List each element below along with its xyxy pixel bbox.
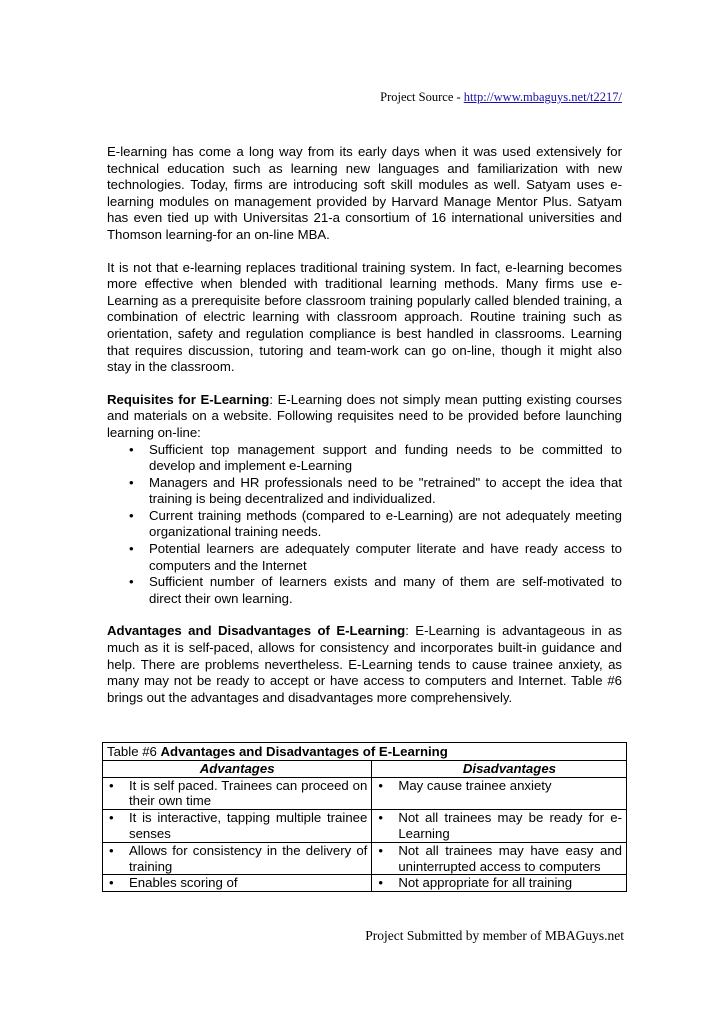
list-item <box>107 475 622 508</box>
table-caption <box>103 743 627 761</box>
advantages-table <box>102 742 627 892</box>
advantages-text: : E-Learning is advantageous in as much as it is self-paced, allows for consistency and incorporates built-in guidance and help. There are problems nevertheless. E-Learning tends to cause trainee anxiety, as many may not be ready to accept or have access to computers and Internet. Table #6 brings out the advantages and disadvantages more comprehensively. <box>107 623 622 705</box>
cell-text: May cause trainee anxiety <box>398 777 552 793</box>
requisites-heading: Requisites for E-Learning <box>107 391 270 407</box>
list-item <box>107 541 622 574</box>
bullet-icon: • <box>378 810 383 826</box>
requisites-intro: : E-Learning does not simply mean putting existing courses and materials on a website. Following requisites need to be provided before launching learning on-line: <box>107 391 622 440</box>
cell-text: It is self paced. Trainees can proceed on their own time <box>129 777 368 809</box>
advantage-cell <box>103 875 372 892</box>
requisites-paragraph <box>107 392 622 442</box>
bullet-icon: • <box>109 810 114 826</box>
bullet-icon: • <box>129 474 134 490</box>
project-source-link[interactable]: http://www.mbaguys.net/t2217/ <box>463 90 622 104</box>
cell-text: Not all trainees may have easy and uninterrupted access to computers <box>398 842 622 874</box>
list-item <box>107 574 622 607</box>
disadvantage-cell <box>372 875 627 892</box>
bullet-icon: • <box>378 842 383 858</box>
project-source-label: Project Source - <box>380 90 464 104</box>
list-item-text: Managers and HR professionals need to be "retrained" to accept the idea that training is being decentralized and individualized. <box>149 474 622 507</box>
cell-text: Allows for consistency in the delivery of training <box>129 842 368 874</box>
list-item-text: Current training methods (compared to e-Learning) are not adequately meeting organizational training needs. <box>149 507 622 540</box>
bullet-icon: • <box>109 842 114 858</box>
table-row <box>103 777 627 810</box>
cell-text: Not appropriate for all training <box>398 875 573 891</box>
table-caption-prefix: Table #6 <box>107 744 161 759</box>
bullet-icon: • <box>109 777 114 793</box>
bullet-icon: • <box>378 875 383 891</box>
bullet-icon: • <box>129 574 134 590</box>
list-item <box>107 442 622 475</box>
table-caption-row <box>103 743 627 761</box>
advantages-heading: Advantages and Disadvantages of E-Learning <box>107 623 406 639</box>
table-caption-title: Advantages and Disadvantages of E-Learning <box>160 744 448 759</box>
advantage-cell <box>103 777 372 810</box>
list-item <box>107 508 622 541</box>
table-row <box>103 810 627 843</box>
column-header-disadvantages: Disadvantages <box>372 760 627 777</box>
advantages-paragraph <box>107 623 622 706</box>
bullet-icon: • <box>378 777 383 793</box>
disadvantage-cell <box>372 810 627 843</box>
list-item-text: Potential learners are adequately computer literate and have ready access to computers and the Internet <box>149 541 622 573</box>
table-header-row <box>103 760 627 777</box>
requisites-list <box>107 442 622 608</box>
paragraph-1: E-learning has come a long way from its early days when it was used extensively for technical education such as learning new languages and familiarization with new technologies. Today, firms are introducing soft skill modules as well. Satyam uses e-learning modules on management provided by Harvard Manage Mentor Plus. Satyam has even tied up with Universitas 21-a consortium of 16 international universities and Thomson learning-for an on-line MBA. <box>107 144 622 242</box>
advantage-cell <box>103 842 372 875</box>
bullet-icon: • <box>129 441 134 457</box>
cell-text: Enables scoring of <box>129 875 238 891</box>
table-row <box>103 842 627 875</box>
disadvantage-cell <box>372 842 627 875</box>
bullet-icon: • <box>109 875 114 891</box>
disadvantage-cell <box>372 777 627 810</box>
footer-text: Project Submitted by member of MBAGuys.net <box>365 928 624 943</box>
table-row <box>103 875 627 892</box>
bullet-icon: • <box>129 541 134 557</box>
advantage-cell <box>103 810 372 843</box>
paragraph-2: It is not that e-learning replaces traditional training system. In fact, e-learning becomes more effective when blended with traditional learning methods. Many firms use e-Learning as a prerequisite before classroom training popularly called blended training, a combination of electric learning with classroom approach. Routine training such as orientation, safety and regulation compliance is best handled in classrooms. Learning that requires discussion, tutoring and team-work can go on-line, though it might also stay in the classroom. <box>107 259 622 375</box>
cell-text: Not all trainees may be ready for e-Learning <box>398 810 622 841</box>
column-header-advantages: Advantages <box>103 760 372 777</box>
cell-text: It is interactive, tapping multiple trainee senses <box>129 810 368 841</box>
list-item-text: Sufficient top management support and funding needs to be committed to develop and implement e-Learning <box>149 441 622 474</box>
body-text <box>107 144 622 722</box>
list-item-text: Sufficient number of learners exists and many of them are self-motivated to direct their own learning. <box>149 574 622 606</box>
bullet-icon: • <box>129 507 134 523</box>
